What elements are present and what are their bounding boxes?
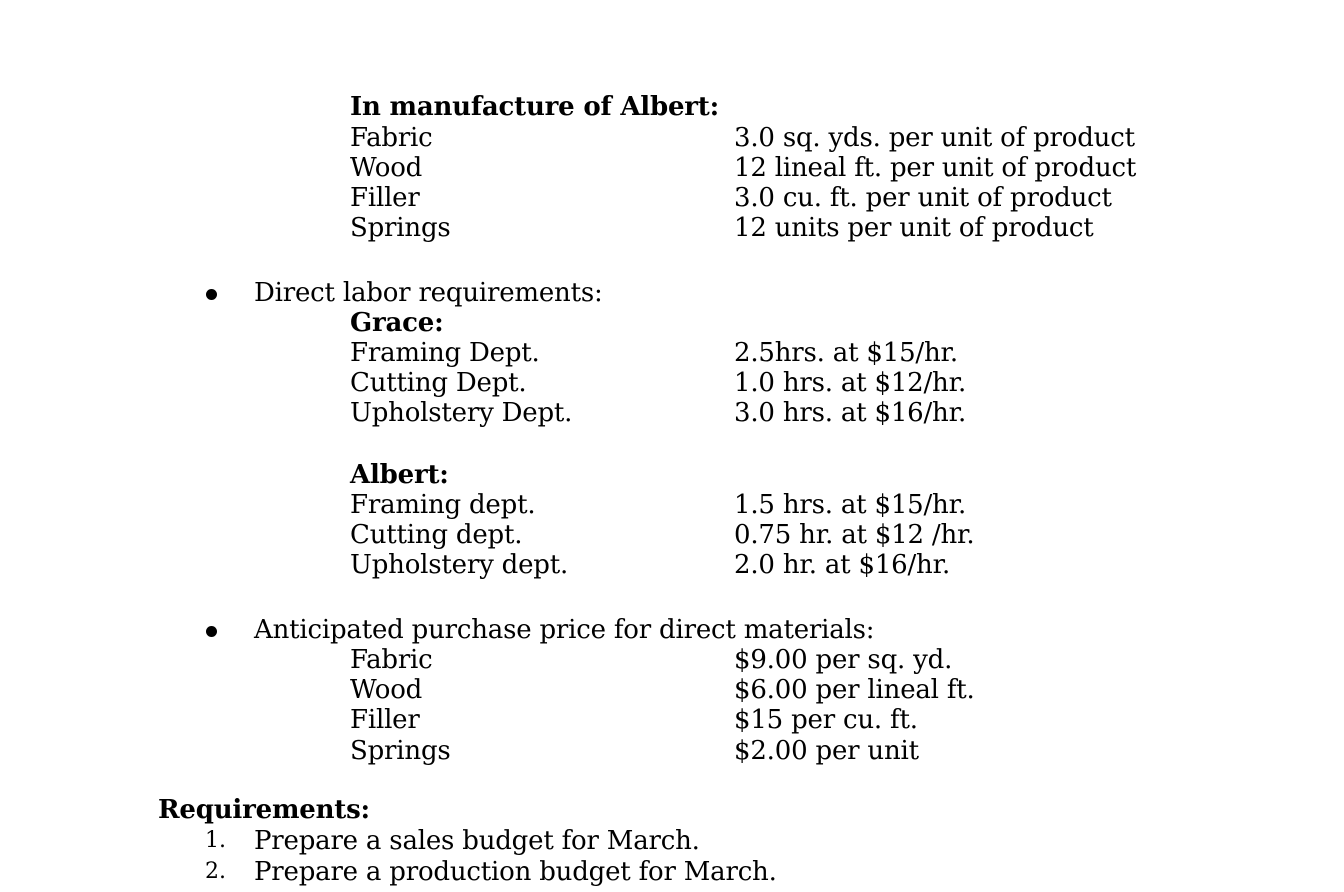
- bullet-purchase-price: [206, 626, 217, 637]
- grace-heading: Grace:: [350, 308, 444, 338]
- albert-rate-cutting: 0.75 hr. at $12 /hr.: [734, 520, 975, 550]
- purchase-price-label: Anticipated purchase price for direct materials:: [254, 615, 875, 645]
- albert-material-qty-springs: 12 units per unit of product: [734, 213, 1094, 243]
- requirement-text-1: Prepare a sales budget for March.: [254, 826, 700, 856]
- albert-rate-framing: 1.5 hrs. at $15/hr.: [734, 490, 967, 520]
- requirement-number-1: 1.: [205, 828, 226, 853]
- bullet-direct-labor: [206, 289, 217, 300]
- requirement-number-2: 2.: [205, 859, 226, 884]
- albert-material-qty-fabric: 3.0 sq. yds. per unit of product: [734, 123, 1135, 153]
- grace-rate-upholstery: 3.0 hrs. at $16/hr.: [734, 398, 967, 428]
- price-value-wood: $6.00 per lineal ft.: [734, 675, 975, 705]
- price-value-fabric: $9.00 per sq. yd.: [734, 645, 953, 675]
- grace-rate-framing: 2.5hrs. at $15/hr.: [734, 338, 958, 368]
- albert-material-item-springs: Springs: [350, 213, 451, 243]
- direct-labor-label: Direct labor requirements:: [254, 278, 603, 308]
- albert-rate-upholstery: 2.0 hr. at $16/hr.: [734, 550, 951, 580]
- albert-material-item-filler: Filler: [350, 183, 420, 213]
- albert-material-item-wood: Wood: [350, 153, 423, 183]
- albert-material-qty-filler: 3.0 cu. ft. per unit of product: [734, 183, 1112, 213]
- albert-dept-framing: Framing dept.: [350, 490, 536, 520]
- albert-dept-upholstery: Upholstery dept.: [350, 550, 569, 580]
- price-value-filler: $15 per cu. ft.: [734, 705, 918, 735]
- price-item-fabric: Fabric: [350, 645, 433, 675]
- albert-dept-cutting: Cutting dept.: [350, 520, 523, 550]
- albert-material-qty-wood: 12 lineal ft. per unit of product: [734, 153, 1137, 183]
- grace-rate-cutting: 1.0 hrs. at $12/hr.: [734, 368, 967, 398]
- requirement-text-2: Prepare a production budget for March.: [254, 857, 777, 887]
- requirements-title: Requirements:: [158, 795, 370, 825]
- price-item-springs: Springs: [350, 736, 451, 766]
- albert-materials-heading: In manufacture of Albert:: [350, 92, 720, 122]
- albert-labor-heading: Albert:: [350, 460, 449, 490]
- price-item-filler: Filler: [350, 705, 420, 735]
- grace-dept-framing: Framing Dept.: [350, 338, 540, 368]
- grace-dept-upholstery: Upholstery Dept.: [350, 398, 573, 428]
- albert-material-item-fabric: Fabric: [350, 123, 433, 153]
- price-value-springs: $2.00 per unit: [734, 736, 919, 766]
- price-item-wood: Wood: [350, 675, 423, 705]
- grace-dept-cutting: Cutting Dept.: [350, 368, 527, 398]
